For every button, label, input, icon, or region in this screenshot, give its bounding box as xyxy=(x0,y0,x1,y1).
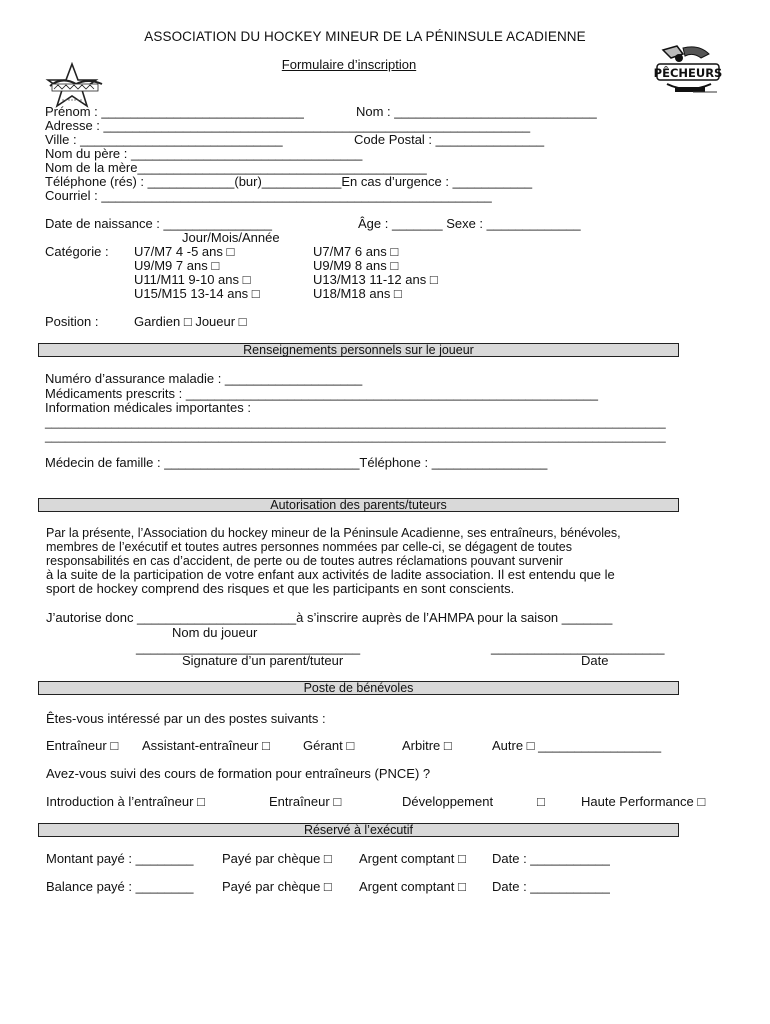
assistant-checkbox[interactable]: Assistant-entraîneur □ xyxy=(142,738,270,753)
cheque-checkbox[interactable]: Payé par chèque □ xyxy=(222,851,332,866)
haute-performance-checkbox[interactable]: Haute Performance □ xyxy=(581,794,706,809)
prenom-field[interactable]: Prénom : ____________________________ xyxy=(45,104,304,119)
gerant-checkbox[interactable]: Gérant □ xyxy=(303,738,355,753)
authorization-line: sport de hockey comprend des risques et que les participants en sont conscients. xyxy=(46,581,515,596)
signature-line[interactable]: _______________________________ xyxy=(136,640,361,655)
nom-joueur-label: Nom du joueur xyxy=(172,625,258,640)
information-label: Information médicales importantes : xyxy=(45,400,251,415)
naissance-hint: Jour/Mois/Année xyxy=(182,230,280,245)
telephone-field[interactable]: Téléphone (rés) : ____________(bur)___________En cas d’urgence : ___________ xyxy=(45,174,533,189)
entraineur2-checkbox[interactable]: Entraîneur □ xyxy=(269,794,342,809)
category-option[interactable]: U9/M9 7 ans □ xyxy=(134,258,220,273)
authorization-line: à la suite de la participation de votre enfant aux activités de ladite association. Il est entendu que le xyxy=(46,567,615,582)
adresse-field[interactable]: Adresse : ___________________________________________________________ xyxy=(45,118,531,133)
pere-field[interactable]: Nom du père : ________________________________ xyxy=(45,146,363,161)
category-option[interactable]: U18/M18 ans □ xyxy=(313,286,402,301)
section-executive-header: Réservé à l’exécutif xyxy=(38,823,679,837)
category-option[interactable]: U7/M7 4 -5 ans □ xyxy=(134,244,235,259)
medecin-field[interactable]: Médecin de famille : ___________________________Téléphone : ________________ xyxy=(45,455,548,470)
autorise-field[interactable]: J’autorise donc ______________________à s’inscrire auprès de l’AHMPA pour la saison _______ xyxy=(46,610,613,625)
pnce-question: Avez-vous suivi des cours de formation pour entraîneurs (PNCE) ? xyxy=(46,766,431,781)
montant-field[interactable]: Montant payé : ________ xyxy=(46,851,194,866)
developpement-checkbox[interactable]: □ xyxy=(537,794,545,809)
position-label: Position : xyxy=(45,314,99,329)
section-personal-header: Renseignements personnels sur le joueur xyxy=(38,343,679,357)
ville-field[interactable]: Ville : ____________________________ xyxy=(45,132,283,147)
medicaments-field[interactable]: Médicaments prescrits : _________________________________________________________ xyxy=(45,386,598,401)
date-field[interactable]: Date : ___________ xyxy=(492,851,610,866)
position-options[interactable]: Gardien □ Joueur □ xyxy=(134,314,247,329)
entraineur-checkbox[interactable]: Entraîneur □ xyxy=(46,738,119,753)
assurance-field[interactable]: Numéro d’assurance maladie : ___________________ xyxy=(45,371,363,386)
information-line[interactable]: _____________________________________________________________________________________________ xyxy=(45,415,666,429)
naissance-field[interactable]: Date de naissance : _______________ xyxy=(45,216,272,231)
category-option[interactable]: U15/M15 13-14 ans □ xyxy=(134,286,260,301)
signature-label: Signature d’un parent/tuteur xyxy=(182,653,344,668)
pecheurs-logo-icon xyxy=(653,44,723,100)
balance-field[interactable]: Balance payé : ________ xyxy=(46,879,194,894)
volunteer-question: Êtes-vous intéressé par un des postes suivants : xyxy=(46,711,326,726)
categorie-label: Catégorie : xyxy=(45,244,109,259)
category-option[interactable]: U11/M11 9-10 ans □ xyxy=(134,272,251,287)
nom-field[interactable]: Nom : ____________________________ xyxy=(356,104,597,119)
association-title: ASSOCIATION DU HOCKEY MINEUR DE LA PÉNINSULE ACADIENNE xyxy=(144,29,586,44)
star-logo-icon xyxy=(42,62,112,108)
code-postal-field[interactable]: Code Postal : _______________ xyxy=(354,132,545,147)
authorization-paragraph xyxy=(46,526,726,596)
pecheurs-logo-text: PÊCHEURS xyxy=(653,66,723,80)
comptant-checkbox[interactable]: Argent comptant □ xyxy=(359,879,466,894)
date-line[interactable]: ________________________ xyxy=(491,640,665,655)
authorization-line: Par la présente, l’Association du hockey mineur de la Péninsule Acadienne, ses entraîneurs, bénévoles, xyxy=(46,526,621,540)
form-subtitle: Formulaire d’inscription xyxy=(281,57,417,72)
category-option[interactable]: U13/M13 11-12 ans □ xyxy=(313,272,438,287)
developpement-label: Développement xyxy=(402,794,494,809)
section-volunteer-header: Poste de bénévoles xyxy=(38,681,679,695)
autre-checkbox[interactable]: Autre □ _________________ xyxy=(492,738,662,753)
courriel-field[interactable]: Courriel : ______________________________________________________ xyxy=(45,188,492,203)
information-line[interactable]: _____________________________________________________________________________________________ xyxy=(45,429,666,443)
category-option[interactable]: U9/M9 8 ans □ xyxy=(313,258,399,273)
mere-field[interactable]: Nom de la mère________________________________________ xyxy=(45,160,427,175)
intro-checkbox[interactable]: Introduction à l’entraîneur □ xyxy=(46,794,205,809)
age-sexe-field[interactable]: Âge : _______ Sexe : _____________ xyxy=(358,216,581,231)
category-option[interactable]: U7/M7 6 ans □ xyxy=(313,244,399,259)
comptant-checkbox[interactable]: Argent comptant □ xyxy=(359,851,466,866)
date-label: Date xyxy=(581,653,609,668)
section-authorization-header: Autorisation des parents/tuteurs xyxy=(38,498,679,512)
date-field[interactable]: Date : ___________ xyxy=(492,879,610,894)
authorization-line: responsabilités en cas d’accident, de perte ou de toutes autres réclamations pouvant survenir xyxy=(46,554,563,568)
authorization-line: membres de l’exécutif et toutes autres personnes nommées par celle-ci, se dégagent de toutes xyxy=(46,540,572,554)
cheque-checkbox[interactable]: Payé par chèque □ xyxy=(222,879,332,894)
arbitre-checkbox[interactable]: Arbitre □ xyxy=(402,738,452,753)
